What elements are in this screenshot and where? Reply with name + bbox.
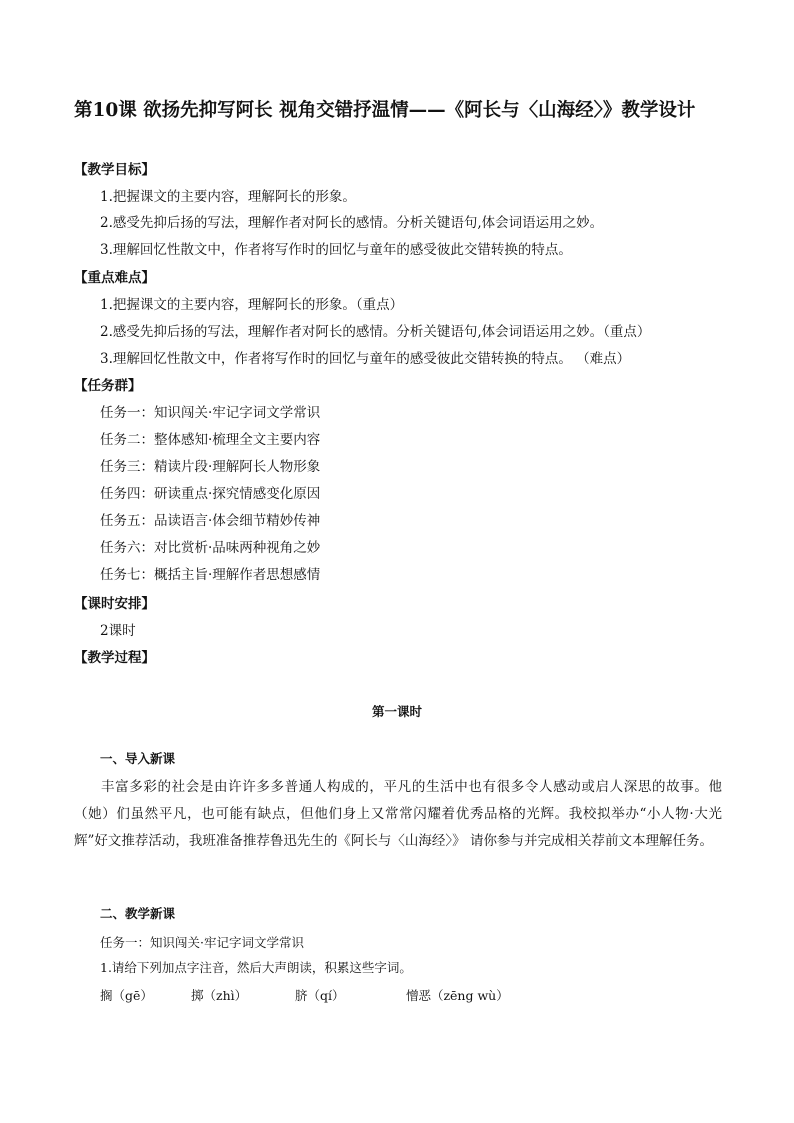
process-heading: 【教学过程】 [74, 650, 155, 666]
task-item: 任务四：研读重点·探究情感变化原因 [100, 486, 321, 502]
pinyin-item: 掷（zhì） [190, 988, 248, 1003]
task-item: 任务七：概括主旨·理解作者思想感情 [100, 567, 321, 583]
lesson-title: 第一课时 [371, 704, 422, 719]
intro-section-heading: 一、导入新课 [100, 751, 176, 766]
pinyin-row [100, 986, 509, 1006]
document-title: 第10课 欲扬先抑写阿长 视角交错抒温情——《阿长与〈山海经〉》教学设计 [74, 100, 696, 121]
task-item: 任务五：品读语言·体会细节精妙传神 [100, 513, 321, 529]
key-point-item: 2.感受先抑后扬的写法，理解作者对阿长的感情。分析关键语句,体会词语运用之妙。（重点） [100, 324, 651, 340]
schedule-heading: 【课时安排】 [74, 596, 155, 612]
pinyin-item: 憎恶（zēng wù） [405, 988, 509, 1003]
task-item: 任务一：知识闯关·牢记字词文学常识 [100, 405, 321, 421]
objective-item: 2.感受先抑后扬的写法，理解作者对阿长的感情。分析关键语句,体会词语运用之妙。 [100, 215, 604, 231]
objective-item: 1.把握课文的主要内容，理解阿长的形象。 [100, 189, 356, 205]
objective-item: 3.理解回忆性散文中，作者将写作时的回忆与童年的感受彼此交错转换的特点。 [100, 242, 572, 258]
schedule-value: 2课时 [100, 623, 136, 639]
task-item: 任务三：精读片段·理解阿长人物形象 [100, 459, 321, 475]
tasks-heading: 【任务群】 [74, 378, 142, 394]
pinyin-item: 脐（qí） [294, 988, 345, 1003]
key-points-heading: 【重点难点】 [74, 270, 155, 286]
key-point-item: 1.把握课文的主要内容，理解阿长的形象。（重点） [100, 297, 404, 313]
task1-instruction: 1.请给下列加点字注音，然后大声朗读，积累这些字词。 [100, 960, 412, 975]
task1-heading: 任务一：知识闯关·牢记字词文学常识 [100, 935, 304, 950]
task-item: 任务六：对比赏析·品味两种视角之妙 [100, 540, 321, 556]
intro-paragraph: 丰富多彩的社会是由许许多多普通人构成的，平凡的生活中也有很多令人感动或启人深思的故事。他（她）们虽然平凡，也可能有缺点，但他们身上又常常闪耀着优秀品格的光辉。我校拟举办“小人物·大光辉”好文推荐活动，我班准备推荐鲁迅先生的《阿长与〈山海经〉》 请你参与并完成相关荐前文本理解任务。 [74, 779, 722, 849]
pinyin-item: 搁（gē） [100, 988, 153, 1003]
objectives-heading: 【教学目标】 [74, 162, 155, 178]
task-item: 任务二：整体感知·梳理全文主要内容 [100, 432, 321, 448]
new-lesson-heading: 二、教学新课 [100, 906, 176, 921]
key-point-item: 3.理解回忆性散文中，作者将写作时的回忆与童年的感受彼此交错转换的特点。 （难点） [100, 351, 631, 367]
